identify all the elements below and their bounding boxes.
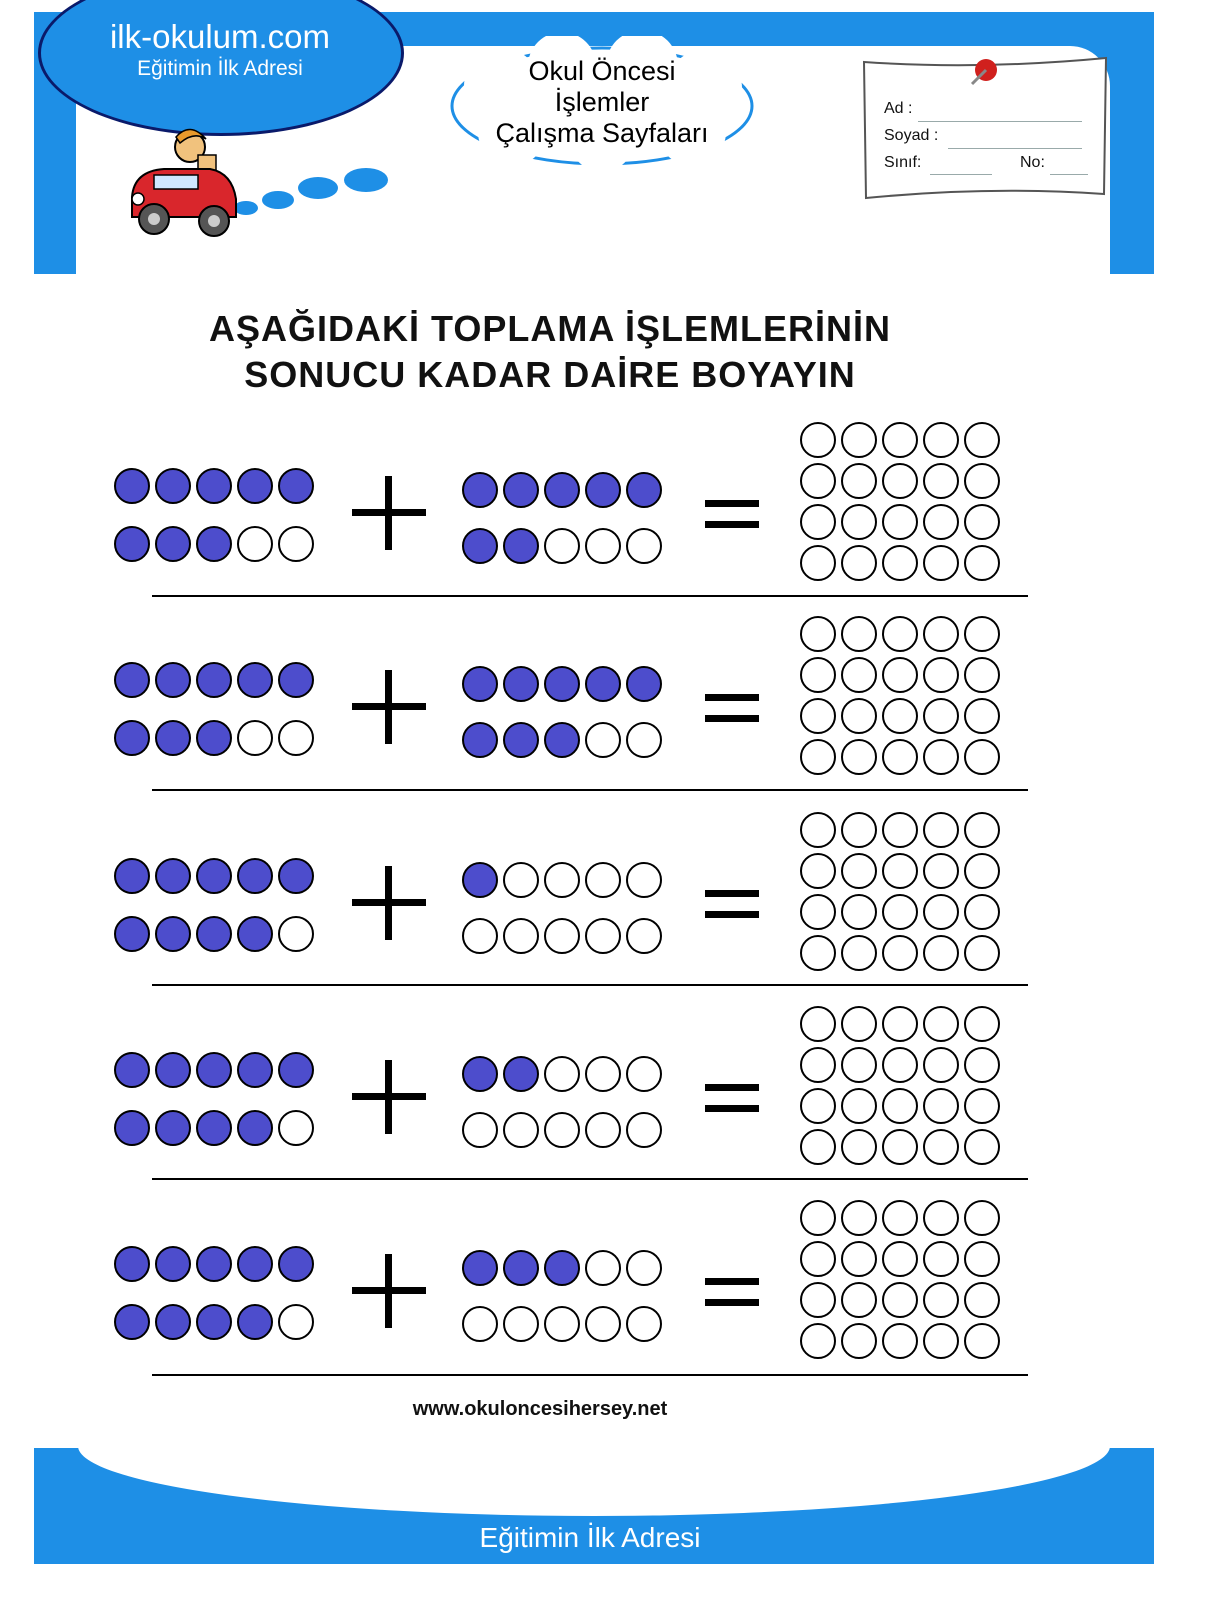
answer-circle[interactable] (841, 422, 877, 458)
right-counter-circle[interactable] (503, 918, 539, 954)
right-counter-circle[interactable] (626, 1306, 662, 1342)
answer-circle[interactable] (800, 1006, 836, 1042)
answer-circle[interactable] (841, 1047, 877, 1083)
plus-icon (352, 1254, 426, 1328)
left-counter-circle[interactable] (278, 468, 314, 504)
exercise-row (0, 1002, 1212, 1198)
answer-circle[interactable] (964, 739, 1000, 775)
answer-circle[interactable] (800, 1047, 836, 1083)
row-divider (152, 1178, 1028, 1180)
row-divider (152, 984, 1028, 986)
answer-circle[interactable] (800, 1129, 836, 1165)
right-counter-circle[interactable] (462, 1250, 498, 1286)
answer-circle[interactable] (841, 1129, 877, 1165)
left-counter-circle[interactable] (237, 1052, 273, 1088)
right-counter-circle[interactable] (544, 918, 580, 954)
answer-circle[interactable] (923, 739, 959, 775)
answer-circle[interactable] (882, 935, 918, 971)
answer-circle[interactable] (882, 504, 918, 540)
answer-circle[interactable] (882, 1006, 918, 1042)
left-counter-circle[interactable] (237, 1246, 273, 1282)
thought-bubbles-icon (226, 150, 466, 220)
left-counter-circle[interactable] (237, 662, 273, 698)
answer-circle[interactable] (923, 545, 959, 581)
left-counter-circle[interactable] (237, 720, 273, 756)
right-counter-circle[interactable] (544, 528, 580, 564)
cloud-line-2: İşlemler (554, 87, 650, 117)
left-counter-circle[interactable] (278, 720, 314, 756)
left-counter-circle[interactable] (114, 1246, 150, 1282)
left-counter-circle[interactable] (237, 468, 273, 504)
answer-circle[interactable] (964, 1047, 1000, 1083)
answer-circle[interactable] (800, 1088, 836, 1124)
class-label: Sınıf: (884, 154, 922, 171)
right-counter-circle[interactable] (544, 1112, 580, 1148)
answer-circle[interactable] (882, 1241, 918, 1277)
right-counter-circle[interactable] (503, 1306, 539, 1342)
answer-circle[interactable] (841, 853, 877, 889)
right-counter-circle[interactable] (626, 1112, 662, 1148)
right-counter-circle[interactable] (626, 666, 662, 702)
right-counter-circle[interactable] (462, 1306, 498, 1342)
left-counter-circle[interactable] (114, 468, 150, 504)
equals-icon (705, 1278, 759, 1306)
right-counter-circle[interactable] (462, 1056, 498, 1092)
answer-circle[interactable] (923, 616, 959, 652)
right-counter-circle[interactable] (626, 918, 662, 954)
answer-circle[interactable] (882, 657, 918, 693)
left-counter-circle[interactable] (196, 1052, 232, 1088)
answer-circle[interactable] (964, 698, 1000, 734)
left-counter-circle[interactable] (196, 720, 232, 756)
exercise-row (0, 418, 1212, 614)
right-counter-circle[interactable] (503, 1250, 539, 1286)
left-counter-circle[interactable] (155, 1052, 191, 1088)
right-counter-circle[interactable] (585, 1306, 621, 1342)
exercise-row (0, 808, 1212, 1004)
left-counter-circle[interactable] (155, 858, 191, 894)
row-divider (152, 789, 1028, 791)
left-counter-circle[interactable] (196, 662, 232, 698)
left-counter-circle[interactable] (278, 526, 314, 562)
right-counter-circle[interactable] (626, 1056, 662, 1092)
equals-icon (705, 500, 759, 528)
exercise-row (0, 612, 1212, 808)
right-counter-circle[interactable] (462, 528, 498, 564)
answer-circle[interactable] (800, 545, 836, 581)
answer-circle[interactable] (841, 1323, 877, 1359)
left-counter-circle[interactable] (155, 526, 191, 562)
answer-circle[interactable] (882, 422, 918, 458)
left-counter-circle[interactable] (114, 916, 150, 952)
answer-circle[interactable] (800, 422, 836, 458)
left-counter-circle[interactable] (155, 720, 191, 756)
logo-subtitle: Eğitimin İlk Adresi (137, 57, 303, 80)
answer-circle[interactable] (841, 1088, 877, 1124)
answer-circle[interactable] (964, 812, 1000, 848)
cloud-line-3: Çalışma Sayfaları (495, 118, 709, 148)
answer-circle[interactable] (882, 1047, 918, 1083)
answer-circle[interactable] (923, 463, 959, 499)
answer-circle[interactable] (923, 935, 959, 971)
equals-icon (705, 1084, 759, 1112)
answer-circle[interactable] (964, 935, 1000, 971)
answer-circle[interactable] (923, 1006, 959, 1042)
answer-circle[interactable] (882, 616, 918, 652)
right-counter-circle[interactable] (585, 1056, 621, 1092)
left-counter-circle[interactable] (155, 662, 191, 698)
right-counter-circle[interactable] (585, 666, 621, 702)
answer-circle[interactable] (800, 657, 836, 693)
right-counter-circle[interactable] (544, 1306, 580, 1342)
answer-circle[interactable] (841, 545, 877, 581)
plus-icon (352, 670, 426, 744)
left-counter-circle[interactable] (278, 916, 314, 952)
left-counter-circle[interactable] (155, 1110, 191, 1146)
right-counter-circle[interactable] (585, 528, 621, 564)
answer-circle[interactable] (964, 1006, 1000, 1042)
answer-circle[interactable] (964, 545, 1000, 581)
answer-circle[interactable] (800, 1241, 836, 1277)
name-label: Ad : (884, 100, 913, 117)
answer-circle[interactable] (841, 894, 877, 930)
answer-circle[interactable] (800, 935, 836, 971)
exercise-row (0, 1196, 1212, 1392)
answer-circle[interactable] (841, 935, 877, 971)
answer-circle[interactable] (923, 853, 959, 889)
instruction-title (100, 306, 1000, 398)
answer-circle[interactable] (923, 1200, 959, 1236)
answer-circle[interactable] (841, 1282, 877, 1318)
right-counter-circle[interactable] (503, 722, 539, 758)
answer-circle[interactable] (841, 657, 877, 693)
answer-circle[interactable] (923, 1323, 959, 1359)
left-counter-circle[interactable] (237, 858, 273, 894)
left-counter-circle[interactable] (196, 526, 232, 562)
left-counter-circle[interactable] (237, 916, 273, 952)
answer-circle[interactable] (800, 1282, 836, 1318)
car-cartoon-icon (124, 125, 244, 245)
plus-icon (352, 1060, 426, 1134)
answer-circle[interactable] (923, 1282, 959, 1318)
answer-circle[interactable] (882, 853, 918, 889)
plus-icon (352, 476, 426, 550)
answer-circle[interactable] (841, 739, 877, 775)
answer-circle[interactable] (800, 616, 836, 652)
right-counter-circle[interactable] (626, 472, 662, 508)
left-counter-circle[interactable] (196, 468, 232, 504)
answer-circle[interactable] (882, 545, 918, 581)
answer-circle[interactable] (882, 698, 918, 734)
answer-circle[interactable] (882, 894, 918, 930)
answer-circle[interactable] (964, 1200, 1000, 1236)
left-counter-circle[interactable] (196, 858, 232, 894)
website-url[interactable]: www.okuloncesihersey.net (412, 1398, 668, 1420)
right-counter-circle[interactable] (585, 472, 621, 508)
answer-circle[interactable] (964, 1241, 1000, 1277)
left-counter-circle[interactable] (278, 1110, 314, 1146)
answer-circle[interactable] (964, 1282, 1000, 1318)
left-counter-circle[interactable] (114, 662, 150, 698)
answer-circle[interactable] (964, 853, 1000, 889)
left-counter-circle[interactable] (155, 916, 191, 952)
right-counter-circle[interactable] (585, 1112, 621, 1148)
answer-circle[interactable] (964, 616, 1000, 652)
right-counter-circle[interactable] (544, 862, 580, 898)
answer-circle[interactable] (841, 463, 877, 499)
right-counter-circle[interactable] (626, 722, 662, 758)
answer-circle[interactable] (800, 853, 836, 889)
right-counter-circle[interactable] (585, 918, 621, 954)
answer-circle[interactable] (841, 1241, 877, 1277)
answer-circle[interactable] (964, 504, 1000, 540)
footer-logo[interactable] (360, 1478, 820, 1554)
answer-circle[interactable] (841, 616, 877, 652)
right-counter-circle[interactable] (544, 1056, 580, 1092)
right-counter-circle[interactable] (544, 1250, 580, 1286)
left-counter-circle[interactable] (114, 1110, 150, 1146)
answer-circle[interactable] (882, 1129, 918, 1165)
left-counter-circle[interactable] (114, 1304, 150, 1340)
answer-circle[interactable] (964, 894, 1000, 930)
logo[interactable] (70, 18, 370, 82)
right-counter-circle[interactable] (503, 528, 539, 564)
answer-circle[interactable] (800, 894, 836, 930)
answer-circle[interactable] (923, 1047, 959, 1083)
answer-circle[interactable] (923, 1088, 959, 1124)
left-counter-circle[interactable] (114, 720, 150, 756)
answer-circle[interactable] (882, 1323, 918, 1359)
answer-circle[interactable] (882, 1282, 918, 1318)
cloud-title (462, 56, 742, 149)
answer-circle[interactable] (800, 463, 836, 499)
left-counter-circle[interactable] (155, 468, 191, 504)
right-counter-circle[interactable] (503, 1056, 539, 1092)
left-counter-circle[interactable] (278, 662, 314, 698)
right-counter-circle[interactable] (585, 722, 621, 758)
left-counter-circle[interactable] (155, 1304, 191, 1340)
answer-circle[interactable] (923, 422, 959, 458)
answer-circle[interactable] (923, 1129, 959, 1165)
answer-circle[interactable] (841, 698, 877, 734)
right-counter-circle[interactable] (462, 666, 498, 702)
left-counter-circle[interactable] (237, 1304, 273, 1340)
answer-circle[interactable] (882, 1088, 918, 1124)
answer-circle[interactable] (923, 657, 959, 693)
answer-circle[interactable] (964, 1323, 1000, 1359)
row-divider (152, 595, 1028, 597)
right-counter-circle[interactable] (462, 472, 498, 508)
number-label: No: (1020, 154, 1045, 171)
instruction-line-2: SONUCU KADAR DAİRE BOYAYIN (244, 354, 856, 395)
right-counter-circle[interactable] (544, 666, 580, 702)
left-counter-circle[interactable] (278, 1052, 314, 1088)
left-counter-circle[interactable] (196, 1110, 232, 1146)
answer-circle[interactable] (800, 1323, 836, 1359)
right-counter-circle[interactable] (503, 1112, 539, 1148)
equals-icon (705, 694, 759, 722)
left-counter-circle[interactable] (114, 526, 150, 562)
answer-circle[interactable] (800, 698, 836, 734)
row-divider (152, 1374, 1028, 1376)
answer-circle[interactable] (800, 812, 836, 848)
right-counter-circle[interactable] (462, 862, 498, 898)
answer-circle[interactable] (800, 1200, 836, 1236)
answer-circle[interactable] (800, 739, 836, 775)
answer-circle[interactable] (800, 504, 836, 540)
right-counter-circle[interactable] (626, 1250, 662, 1286)
left-counter-circle[interactable] (278, 1304, 314, 1340)
answer-circle[interactable] (964, 657, 1000, 693)
right-counter-circle[interactable] (585, 862, 621, 898)
footer-subtitle: Eğitimin İlk Adresi (479, 1522, 701, 1553)
footer-title: ilk-okulum.com (456, 1478, 724, 1522)
plus-icon (352, 866, 426, 940)
logo-title: ilk-okulum.com (109, 18, 331, 55)
answer-circle[interactable] (964, 1129, 1000, 1165)
surname-label: Soyad : (884, 127, 939, 144)
left-counter-circle[interactable] (278, 858, 314, 894)
answer-circle[interactable] (841, 1200, 877, 1236)
answer-circle[interactable] (923, 894, 959, 930)
right-counter-circle[interactable] (544, 722, 580, 758)
number-line (1050, 174, 1088, 175)
left-counter-circle[interactable] (114, 858, 150, 894)
left-counter-circle[interactable] (114, 1052, 150, 1088)
left-counter-circle[interactable] (237, 526, 273, 562)
equals-icon (705, 890, 759, 918)
right-counter-circle[interactable] (503, 472, 539, 508)
answer-circle[interactable] (964, 463, 1000, 499)
answer-circle[interactable] (923, 812, 959, 848)
answer-circle[interactable] (882, 463, 918, 499)
answer-circle[interactable] (964, 1088, 1000, 1124)
left-counter-circle[interactable] (155, 1246, 191, 1282)
answer-circle[interactable] (964, 422, 1000, 458)
right-counter-circle[interactable] (585, 1250, 621, 1286)
answer-circle[interactable] (923, 504, 959, 540)
right-counter-circle[interactable] (462, 1112, 498, 1148)
right-counter-circle[interactable] (626, 528, 662, 564)
left-counter-circle[interactable] (237, 1110, 273, 1146)
cloud-line-1: Okul Öncesi (528, 56, 676, 86)
answer-circle[interactable] (841, 812, 877, 848)
answer-circle[interactable] (882, 1200, 918, 1236)
instruction-line-1: AŞAĞIDAKİ TOPLAMA İŞLEMLERİNİN (208, 308, 891, 349)
left-counter-circle[interactable] (196, 1304, 232, 1340)
left-counter-circle[interactable] (278, 1246, 314, 1282)
right-counter-circle[interactable] (503, 862, 539, 898)
right-counter-circle[interactable] (503, 666, 539, 702)
answer-circle[interactable] (882, 739, 918, 775)
class-line (930, 174, 992, 175)
right-counter-circle[interactable] (626, 862, 662, 898)
answer-circle[interactable] (923, 1241, 959, 1277)
left-counter-circle[interactable] (196, 1246, 232, 1282)
surname-line (948, 148, 1082, 149)
answer-circle[interactable] (923, 698, 959, 734)
answer-circle[interactable] (882, 812, 918, 848)
answer-circle[interactable] (841, 504, 877, 540)
left-counter-circle[interactable] (196, 916, 232, 952)
right-counter-circle[interactable] (462, 722, 498, 758)
name-line (918, 121, 1082, 122)
right-counter-circle[interactable] (544, 472, 580, 508)
right-counter-circle[interactable] (462, 918, 498, 954)
answer-circle[interactable] (841, 1006, 877, 1042)
